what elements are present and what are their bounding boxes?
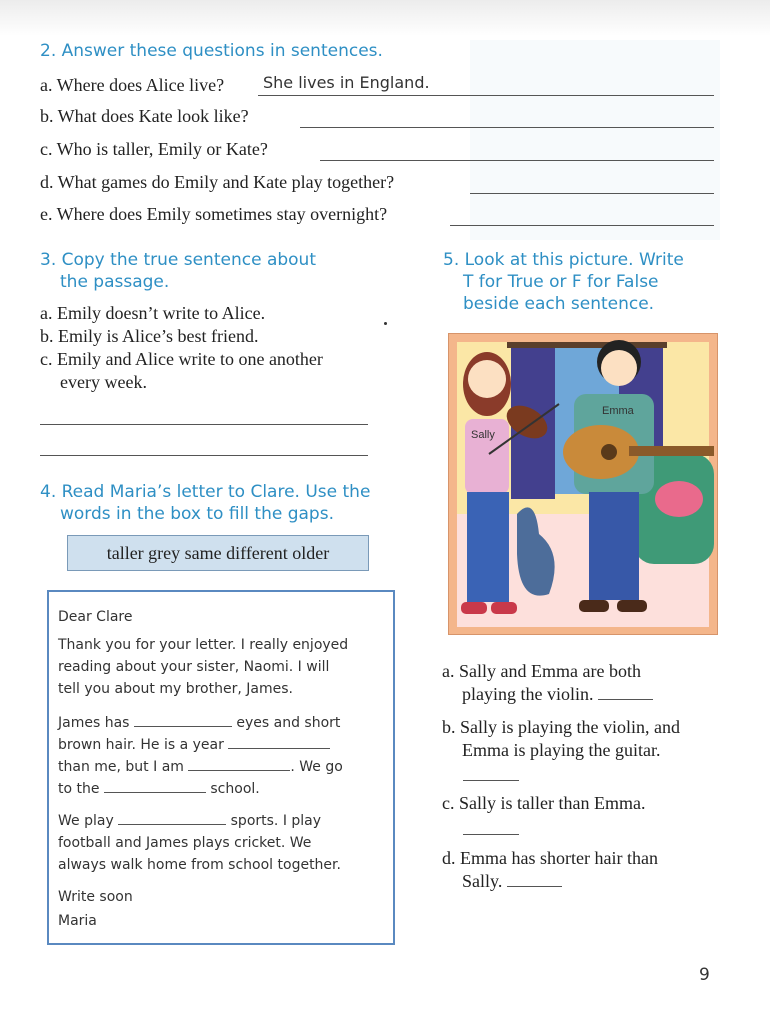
letter-p2-text6: to the	[58, 781, 100, 797]
section4-heading-line2: words in the box to fill the gaps.	[60, 504, 334, 524]
question-c-text: c. Who is taller, Emily or Kate?	[40, 139, 268, 159]
top-shadow	[0, 0, 770, 36]
page-number: 9	[699, 965, 710, 985]
music-picture	[448, 333, 718, 635]
bleed-through-shade	[470, 40, 720, 240]
letter-box	[47, 590, 395, 945]
answer-a: She lives in England.	[263, 73, 430, 92]
section5-heading-line1: 5. Look at this picture. Write	[443, 250, 684, 270]
copy-line-1[interactable]	[40, 424, 368, 425]
label-sally: Sally	[471, 429, 495, 441]
statement-b	[442, 716, 742, 762]
letter-paragraph-1	[58, 634, 348, 700]
copy-line-2[interactable]	[40, 455, 368, 456]
statement-b-line2: Emma is playing the guitar.	[462, 740, 661, 760]
section3-heading-line2: the passage.	[60, 272, 170, 292]
section5-heading-line3: beside each sentence.	[463, 294, 655, 314]
question-d-text: d. What games do Emily and Kate play together?	[40, 172, 395, 192]
section2-heading: 2. Answer these questions in sentences.	[40, 41, 383, 61]
letter-p2-text7: school.	[210, 781, 260, 797]
option-a: a. Emily doesn’t write to Alice.	[40, 303, 266, 323]
label-emma: Emma	[602, 405, 634, 417]
section3-heading	[40, 249, 316, 293]
answer-line-b[interactable]	[300, 127, 714, 128]
statement-a-line2: playing the violin.	[462, 684, 594, 704]
answer-line-c[interactable]	[320, 160, 714, 161]
letter-p1-line2: reading about your sister, Naomi. I will	[58, 659, 330, 675]
answer-line-a[interactable]	[258, 95, 714, 96]
letter-p3-text3: football and James plays cricket. We	[58, 835, 312, 851]
gap-5[interactable]	[118, 810, 226, 825]
gap-1[interactable]	[134, 712, 232, 727]
question-e	[40, 203, 387, 227]
question-a	[40, 74, 224, 98]
question-e-text: e. Where does Emily sometimes stay overnight?	[40, 204, 388, 224]
section3-heading-line1: 3. Copy the true sentence about	[40, 250, 316, 270]
letter-p2-text5: . We go	[290, 759, 343, 775]
tf-line-a[interactable]	[598, 685, 653, 700]
gap-4[interactable]	[104, 778, 206, 793]
question-b	[40, 105, 249, 129]
statement-a-line1: a. Sally and Emma are both	[442, 661, 641, 681]
gap-3[interactable]	[188, 756, 290, 771]
section4-heading-line1: 4. Read Maria’s letter to Clare. Use the	[40, 482, 371, 502]
statement-c: c. Sally is taller than Emma.	[442, 793, 646, 813]
option-c: c. Emily and Alice write to one another	[40, 349, 323, 369]
option-b: b. Emily is Alice’s best friend.	[40, 326, 259, 346]
letter-p3-text4: always walk home from school together.	[58, 857, 341, 873]
stray-dot	[384, 322, 387, 325]
letter-p2-text1: James has	[58, 715, 130, 731]
question-c	[40, 138, 268, 162]
picture-illustration	[449, 334, 717, 634]
section3-options	[40, 302, 323, 394]
letter-paragraph-2	[58, 712, 388, 800]
letter-greeting: Dear Clare	[58, 609, 133, 625]
section4-heading	[40, 481, 370, 525]
word-box: taller grey same different older	[67, 535, 369, 571]
gap-2[interactable]	[228, 734, 330, 749]
letter-p3-text1: We play	[58, 813, 114, 829]
letter-p2-text4: than me, but I am	[58, 759, 184, 775]
answer-line-d[interactable]	[470, 193, 714, 194]
section5-heading-line2: T for True or F for False	[463, 272, 659, 292]
option-c-cont: every week.	[60, 372, 147, 392]
question-b-text: b. What does Kate look like?	[40, 106, 249, 126]
tf-line-b[interactable]	[463, 780, 519, 781]
letter-p2-text2: eyes and short	[236, 715, 341, 731]
tf-line-d[interactable]	[507, 872, 562, 887]
statement-d	[442, 847, 742, 893]
statement-d-line2: Sally.	[462, 871, 503, 891]
section5-heading	[443, 249, 684, 315]
statement-b-line1: b. Sally is playing the violin, and	[442, 717, 680, 737]
answer-line-e[interactable]	[450, 225, 714, 226]
statement-d-line1: d. Emma has shorter hair than	[442, 848, 658, 868]
statement-a	[442, 660, 732, 706]
letter-p1-line3: tell you about my brother, James.	[58, 681, 293, 697]
letter-paragraph-3	[58, 810, 388, 876]
letter-p1-line1: Thank you for your letter. I really enjoyed	[58, 637, 349, 653]
letter-signoff: Write soon	[58, 889, 133, 905]
letter-p2-text3: brown hair. He is a year	[58, 737, 224, 753]
question-a-text: a. Where does Alice live?	[40, 75, 225, 95]
tf-line-c[interactable]	[463, 834, 519, 835]
letter-name: Maria	[58, 913, 97, 929]
question-d	[40, 171, 394, 195]
letter-p3-text2: sports. I play	[230, 813, 322, 829]
